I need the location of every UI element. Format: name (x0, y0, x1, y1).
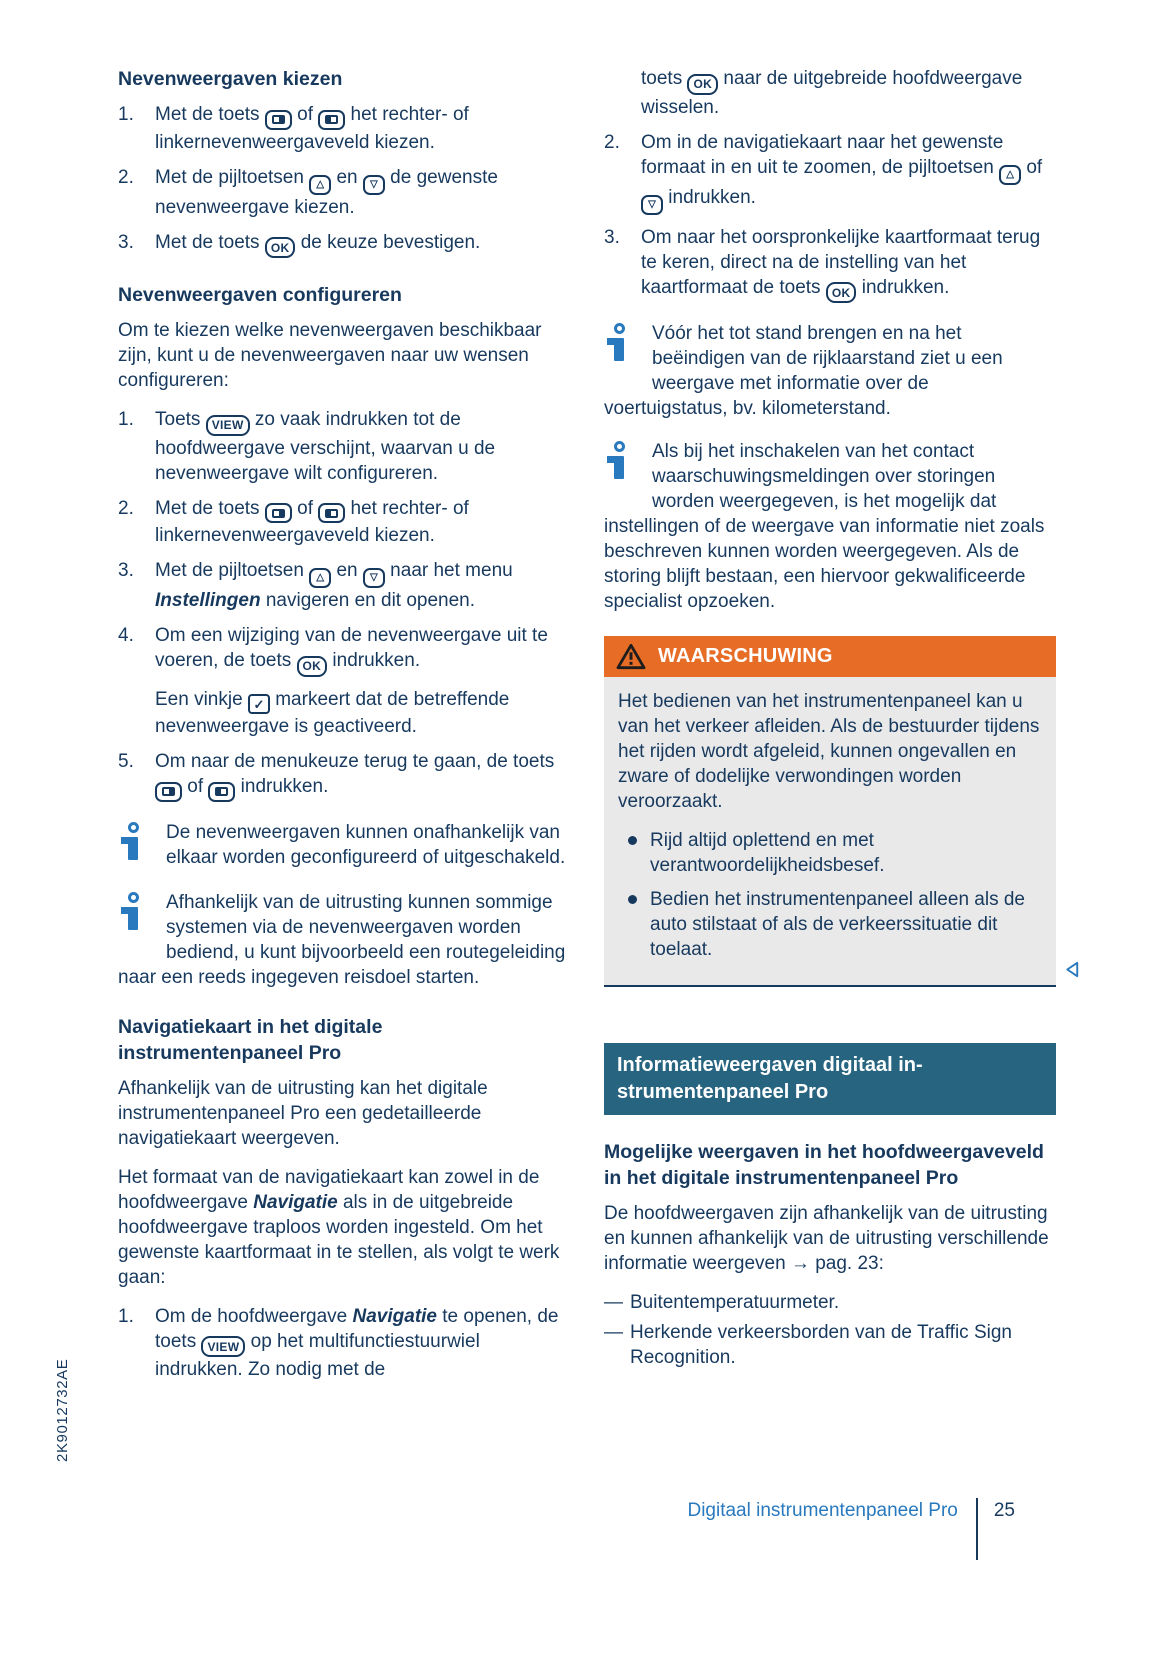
list-item (118, 558, 570, 613)
section-heading: Navigatiekaart in het digitale instrumentenpaneel Pro (118, 1015, 383, 1064)
bullet-dot-icon (628, 895, 637, 904)
screen-glyph (272, 509, 285, 518)
list-item-text (155, 623, 570, 677)
text-run: Om een wijziging van de nevenweergave uit te voeren, de toets (155, 625, 548, 671)
info-note (604, 321, 1056, 421)
list-item-text (155, 558, 570, 613)
page-number: 25 (993, 1500, 1015, 1521)
view-button-icon: VIEW (206, 415, 250, 436)
list-item (118, 102, 570, 155)
text-run: De hoofdweergaven zijn afhankelijk van de uitrusting en kunnen afhankelijk van de uitrusting verschillende informatie weergeven → pag. 23: (604, 1203, 1049, 1274)
dash-glyph: — (604, 1292, 623, 1313)
list-item-text (641, 225, 1056, 304)
text-run: de gewenste nevenweergave kiezen. (155, 166, 498, 218)
list-item-text (155, 1304, 570, 1383)
warning-title: WAARSCHUWING (658, 645, 833, 667)
dash-glyph: — (604, 1322, 623, 1343)
down-arrow-button-icon: ▽ (363, 175, 385, 195)
screen-glyph (325, 509, 338, 518)
info-note (604, 439, 1056, 614)
text-run: Met de toets (155, 104, 265, 125)
numbered-list (118, 407, 570, 802)
paragraph (118, 1076, 570, 1151)
list-item (118, 623, 570, 677)
list-number: 2. (118, 166, 134, 188)
info-icon (118, 822, 144, 862)
list-number (118, 687, 155, 740)
paragraph (604, 1201, 1056, 1276)
section-heading: Mogelijke weergaven in het hoofdweergaveveld in het digitale instrumentenpaneel Pro (604, 1141, 1044, 1189)
right-column (604, 66, 1056, 1375)
warning-bullet (618, 887, 1042, 962)
text-run: toets (641, 68, 688, 89)
view-button-icon: VIEW (201, 1336, 245, 1357)
text-run: Toets (155, 409, 206, 430)
left-field-button-icon (318, 110, 345, 130)
up-arrow-button-icon: △ (309, 175, 331, 195)
text-run: Om naar het oorspronkelijke kaartformaat terug te keren, direct na de instelling van het kaartformaat de toets (641, 226, 1041, 298)
list-item-text (155, 749, 570, 802)
text-run: Met de pijltoetsen (155, 166, 310, 188)
text-run: Het formaat van de navigatiekaart kan zowel in de hoofdweergave (118, 1166, 540, 1213)
up-arrow-button-icon: △ (309, 568, 331, 588)
right-field-button-icon (265, 110, 292, 130)
left-field-button-icon (208, 782, 235, 802)
text-run: indrukken. (663, 186, 756, 208)
down-arrow-button-icon: ▽ (363, 568, 385, 588)
list-item (118, 230, 570, 259)
list-number: 1. (118, 1305, 134, 1327)
footer (687, 1498, 1015, 1560)
list-item (118, 407, 570, 486)
paragraph (118, 318, 570, 393)
list-item (118, 687, 570, 740)
list-item-text (155, 687, 570, 740)
list-item (118, 1304, 570, 1383)
screen-glyph (325, 115, 338, 124)
text-run: het rechter- of linkernevenweergaveveld kiezen. (155, 104, 469, 153)
text-run: indrukken. (235, 776, 329, 797)
text-run: naar de uitgebreide hoofdweergave wisselen. (641, 68, 1023, 118)
list-item (604, 225, 1056, 304)
ok-button-icon: OK (687, 74, 718, 95)
list-item (604, 130, 1056, 215)
list-item-text (641, 66, 1056, 120)
ok-button-icon: OK (265, 237, 296, 258)
dash-list (604, 1290, 1056, 1370)
text-run: Met de pijltoetsen (155, 560, 310, 581)
text-run: of (1021, 156, 1043, 178)
list-number: 2. (118, 497, 134, 519)
screen-glyph (272, 115, 285, 124)
text-run: de keuze bevestigen. (295, 231, 481, 253)
info-note (118, 890, 570, 990)
list-item-text (155, 102, 570, 155)
up-arrow-button-icon: △ (999, 165, 1021, 185)
note-text: Afhankelijk van de uitrusting kunnen sommige systemen via de nevenweergaven worden bediend, u kunt bijvoorbeeld een routegeleiding naar een reeds ingegeven reisdoel starten. (118, 891, 566, 988)
text-run: Om de hoofdweergave (155, 1305, 353, 1327)
note-text: Vóór het tot stand brengen en na het beëindigen van de rijklaarstand ziet u een weergave met informatie over de voertuigstatus, bv. kilometerstand. (604, 323, 1003, 419)
text-run: op het multifunctiestuurwiel indrukken. Zo nodig met de (155, 1330, 480, 1380)
warning-bullet-text: Bedien het instrumentenpaneel alleen als de auto stilstaat of als de verkeerssituatie dit toelaat. (650, 889, 1025, 960)
list-item-text (155, 407, 570, 486)
text-run: Met de toets (155, 497, 265, 519)
banner-line: strumentenpaneel Pro (617, 1081, 829, 1103)
list-number: 3. (604, 226, 620, 248)
footer-divider (976, 1498, 978, 1560)
document-code: 2K9012732AE (54, 1358, 71, 1462)
text-run: en (331, 560, 363, 581)
text-run: zo vaak indrukken tot de hoofdweergave verschijnt, waarvan u de nevenweergave wilt configureren. (155, 409, 496, 484)
banner-line: Informatieweergaven digitaal in- (617, 1054, 923, 1076)
list-item-text (155, 165, 570, 220)
list-number: 5. (118, 751, 134, 772)
info-note (118, 820, 570, 872)
warning-header (604, 636, 1056, 677)
text-run: of (291, 104, 319, 125)
list-item-text (641, 130, 1056, 215)
info-icon (118, 892, 144, 932)
text-run: te openen, de toets (155, 1305, 559, 1352)
section-heading: Nevenweergaven kiezen (118, 68, 343, 90)
list-item (118, 749, 570, 802)
info-icon (604, 441, 630, 481)
left-column (118, 66, 570, 1392)
right-field-button-icon (265, 503, 292, 523)
list-item (118, 496, 570, 549)
bullet-dot-icon (628, 836, 637, 845)
text-run: het rechter- of linkernevenweergaveveld kiezen. (155, 497, 469, 546)
text-run: indrukken. (327, 650, 421, 671)
dash-item (604, 1320, 1056, 1370)
text-run: naar het menu (384, 560, 513, 581)
screen-glyph (215, 787, 228, 796)
numbered-list (118, 102, 570, 258)
text-run: navigeren en dit openen. (260, 590, 476, 611)
left-field-button-icon (318, 503, 345, 523)
warning-bullet (618, 828, 1042, 878)
text-run: Om in de navigatiekaart naar het gewenste formaat in en uit te zoomen, de pijltoetsen (641, 131, 1004, 178)
note-text: Als bij het inschakelen van het contact waarschuwingsmeldingen over storingen worden weergegeven, is het mogelijk dat instellingen of de weergave van informatie niet zoals beschreven kunnen worden weergegeven. Als de storing blijft bestaan, een hiervoor gekwalificeerde specialist opzoeken. (604, 441, 1045, 612)
list-item (604, 66, 1056, 120)
text-run: markeert dat de betreffende nevenweergave is geactiveerd. (155, 688, 510, 737)
warning-bullet-text: Rijd altijd oplettend en met verantwoordelijkheidsbesef. (650, 830, 885, 876)
paragraph (118, 1165, 570, 1290)
section-banner (604, 1043, 1056, 1115)
text-run: Om naar de menukeuze terug te gaan, de toets (155, 751, 555, 772)
text-run: indrukken. (856, 276, 950, 298)
numbered-list (604, 66, 1056, 303)
text-run: en (331, 166, 363, 188)
footer-section-title: Digitaal instrumentenpaneel Pro (687, 1500, 958, 1521)
text-run: Een vinkje (155, 688, 248, 710)
list-number: 3. (118, 231, 134, 253)
ok-button-icon: OK (297, 656, 328, 677)
bold-italic-text: Navigatie (253, 1191, 338, 1213)
dash-item-text: Herkende verkeersborden van de Traffic Sign Recognition. (630, 1322, 1012, 1368)
note-text: De nevenweergaven kunnen onafhankelijk van elkaar worden geconfigureerd of uitgeschakeld. (166, 821, 566, 868)
text-run: Afhankelijk van de uitrusting kan het digitale instrumentenpaneel Pro een gedetailleerde navigatiekaart weergeven. (118, 1077, 488, 1149)
bold-italic-text: Instellingen (155, 590, 261, 611)
dash-item-text: Buitentemperatuurmeter. (630, 1292, 840, 1313)
section-heading: Nevenweergaven configureren (118, 284, 402, 306)
down-arrow-button-icon: ▽ (641, 195, 663, 215)
list-number: 3. (118, 560, 134, 581)
text-run: als in de uitgebreide hoofdweergave traploos worden ingesteld. Om het gewenste kaartformaat in te stellen, als volgt te werk gaan: (118, 1191, 560, 1288)
dash-item (604, 1290, 1056, 1315)
list-item (118, 165, 570, 220)
warning-box (604, 636, 1056, 987)
list-item-text (155, 496, 570, 549)
bold-italic-text: Navigatie (352, 1305, 437, 1327)
list-number: 1. (118, 104, 134, 125)
screen-glyph (162, 787, 175, 796)
list-number: 1. (118, 409, 134, 430)
list-number: 2. (604, 131, 620, 153)
numbered-list (118, 1304, 570, 1383)
section-end-icon (1063, 960, 1082, 979)
warning-paragraph: Het bedienen van het instrumentenpaneel kan u van het verkeer afleiden. Als de bestuurder tijdens het rijden wordt afgeleid, kunnen ongevallen en zware of dodelijke verwondingen worden veroorzaakt. (618, 691, 1040, 812)
text-run: Met de toets (155, 231, 265, 253)
text-run: Om te kiezen welke nevenweergaven beschikbaar zijn, kunt u de nevenweergaven naar uw wensen configureren: (118, 320, 542, 391)
checkbox-checked-icon: ✓ (248, 694, 270, 714)
text-run: of (182, 776, 209, 797)
list-number (604, 66, 641, 120)
warning-body (604, 677, 1056, 987)
info-icon (604, 323, 630, 363)
list-number: 4. (118, 625, 134, 646)
ok-button-icon: OK (826, 282, 857, 303)
warning-triangle-icon (616, 643, 646, 670)
right-field-button-icon (155, 782, 182, 802)
warning-bullet-list (618, 828, 1042, 962)
list-item-text (155, 230, 570, 259)
text-run: of (291, 497, 319, 519)
